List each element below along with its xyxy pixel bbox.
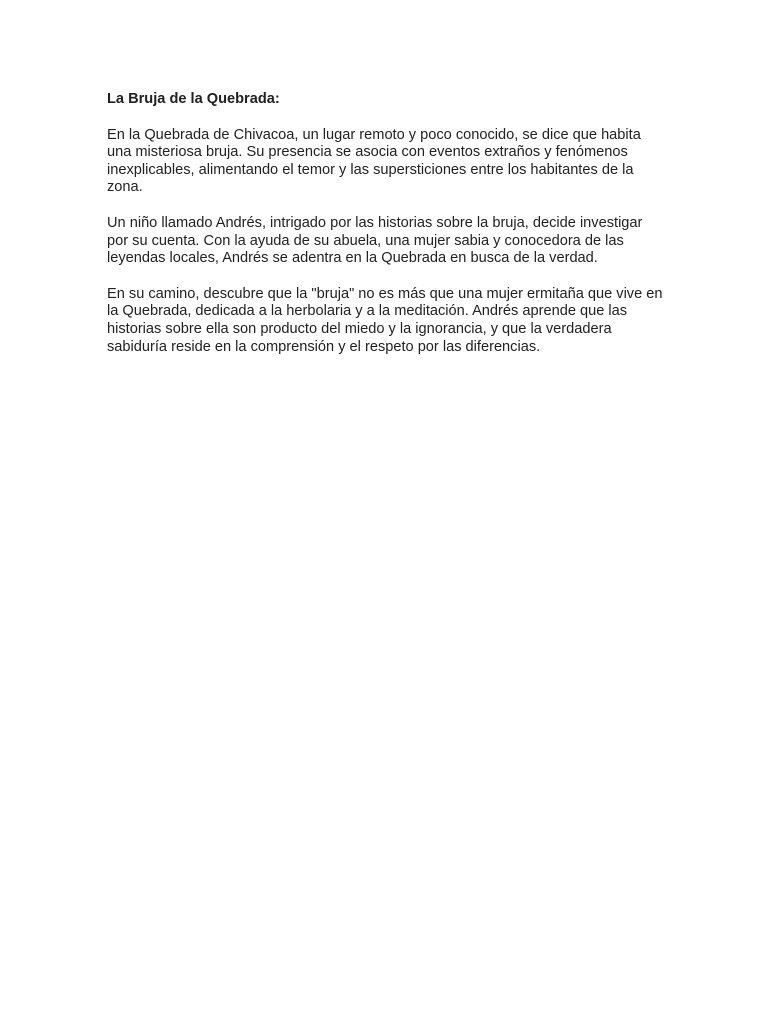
paragraph-2: Un niño llamado Andrés, intrigado por las historias sobre la bruja, decide investigar por su cuenta. Con la ayuda de su abuela, una mujer sabia y conocedora de las leyendas locales, Andrés se adentra en la Quebrada en busca de la verdad. xyxy=(107,214,643,267)
document-body xyxy=(107,91,667,374)
paragraph-3: En su camino, descubre que la "bruja" no es más que una mujer ermitaña que vive en la Quebrada, dedicada a la herbolaria y a la meditación. Andrés aprende que las historias sobre ella son producto del miedo y la ignorancia, y que la verdadera sabiduría reside en la comprensión y el respeto por las diferencias. xyxy=(107,285,663,355)
paragraph-1: En la Quebrada de Chivacoa, un lugar remoto y poco conocido, se dice que habita una misteriosa bruja. Su presencia se asocia con eventos extraños y fenómenos inexplicables, alimentando el temor y las supersticiones entre los habitantes de la zona. xyxy=(107,126,641,196)
document-title: La Bruja de la Quebrada: xyxy=(107,91,280,107)
